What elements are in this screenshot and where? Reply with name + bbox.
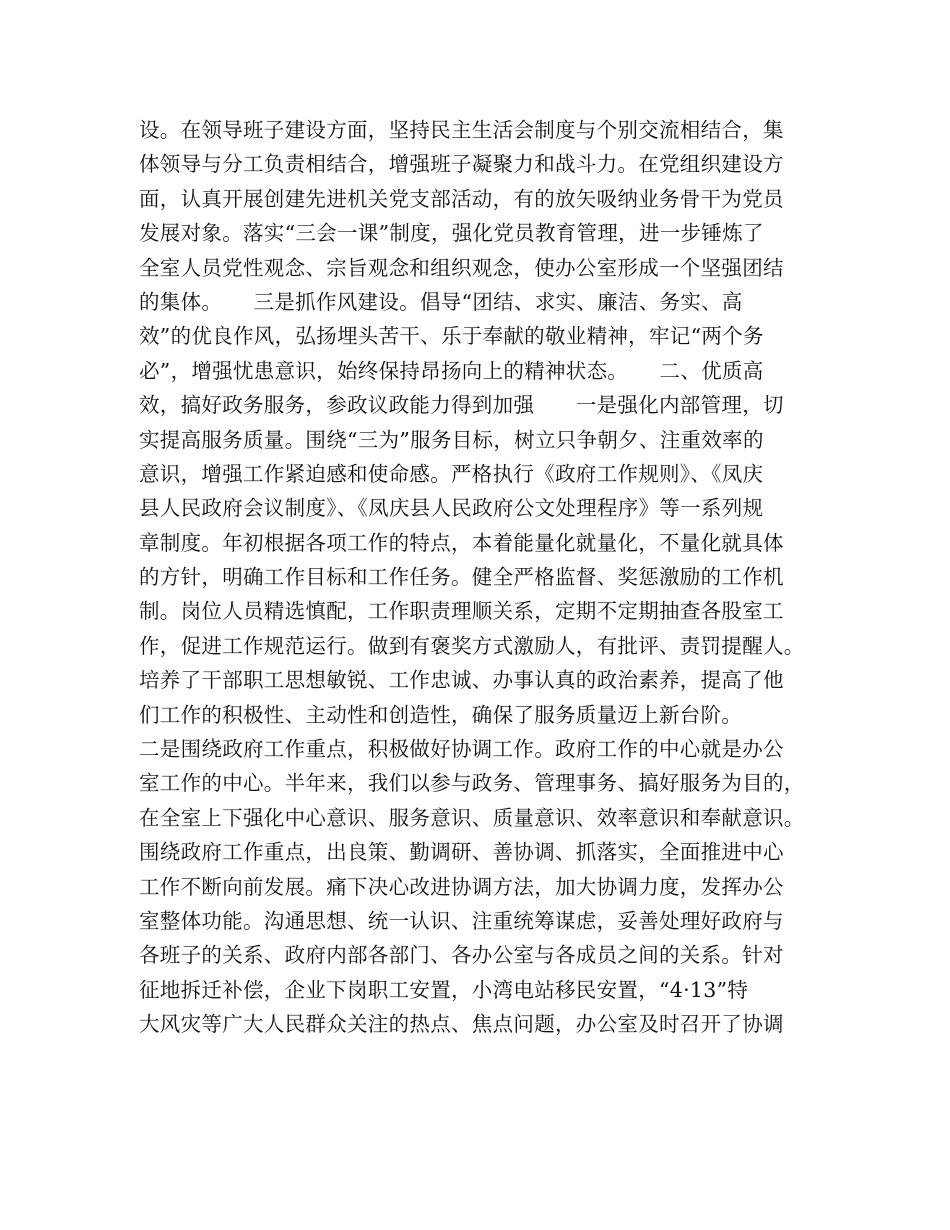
text-line: 室工作的中心。半年来，我们以参与政务、管理事务、搞好服务为目的， bbox=[139, 771, 805, 796]
text-line: 围绕政府工作重点，出良策、勤调研、善协调、抓落实，全面推进中心 bbox=[139, 840, 784, 865]
text-line: 效，搞好政务服务，参政议政能力得到加强 一是强化内部管理，切 bbox=[139, 393, 784, 418]
text-line: 的方针，明确工作目标和工作任务。健全严格监督、奖惩激励的工作机 bbox=[139, 565, 784, 590]
text-line: 的集体。 三是抓作风建设。倡导“团结、求实、廉洁、务实、高 bbox=[139, 289, 743, 314]
text-line: 面，认真开展创建先进机关党支部活动，有的放矢吸纳业务骨干为党员 bbox=[139, 186, 784, 211]
text-line: 体领导与分工负责相结合，增强班子凝聚力和战斗力。在党组织建设方 bbox=[139, 152, 784, 177]
text-line: 发展对象。落实“三会一课”制度，强化党员教育管理，进一步锤炼了 bbox=[139, 221, 764, 246]
text-line: 室整体功能。沟通思想、统一认识、注重统筹谋虑，妥善处理好政府与 bbox=[139, 908, 784, 933]
body-text bbox=[139, 113, 829, 1042]
text-line: 设。在领导班子建设方面，坚持民主生活会制度与个别交流相结合，集 bbox=[139, 118, 784, 142]
text-line: 各班子的关系、政府内部各部门、各办公室与各成员之间的关系。针对 bbox=[139, 943, 784, 968]
text-line: 全室人员党性观念、宗旨观念和组织观念，使办公室形成一个坚强团结 bbox=[139, 255, 784, 280]
text-line: 们工作的积极性、主动性和创造性，确保了服务质量迈上新台阶。 bbox=[139, 702, 743, 727]
text-line: 章制度。年初根据各项工作的特点，本着能量化就量化，不量化就具体 bbox=[139, 530, 784, 555]
text-line: 工作不断向前发展。痛下决心改进协调方法，加大协调力度，发挥办公 bbox=[139, 874, 784, 899]
text-line: 制。岗位人员精选慎配，工作职责理顺关系，定期不定期抽查各股室工 bbox=[139, 599, 784, 624]
text-line: 二是围绕政府工作重点，积极做好协调工作。政府工作的中心就是办公 bbox=[139, 737, 784, 762]
text-line: 作，促进工作规范运行。做到有褒奖方式激励人，有批评、责罚提醒人。 bbox=[139, 633, 805, 658]
text-line: 县人民政府会议制度》、《凤庆县人民政府公文处理程序》等一系列规 bbox=[139, 496, 764, 521]
text-line: 意识，增强工作紧迫感和使命感。严格执行《政府工作规则》、《凤庆 bbox=[139, 461, 764, 486]
text-line: 在全室上下强化中心意识、服务意识、质量意识、效率意识和奉献意识。 bbox=[139, 805, 805, 830]
text-line: 必”，增强忧患意识，始终保持昂扬向上的精神状态。 二、优质高 bbox=[139, 358, 764, 383]
text-line: 征地拆迁补偿，企业下岗职工安置，小湾电站移民安置，“4·13”特 bbox=[139, 977, 749, 1002]
text-line: 培养了干部职工思想敏锐、工作忠诚、办事认真的政治素养，提高了他 bbox=[139, 668, 784, 693]
text-line: 实提高服务质量。围绕“三为”服务目标，树立只争朝夕、注重效率的 bbox=[139, 427, 764, 452]
text-line: 效”的优良作风，弘扬埋头苦干、乐于奉献的敬业精神，牢记“两个务 bbox=[139, 324, 764, 349]
text-line: 大风灾等广大人民群众关注的热点、焦点问题，办公室及时召开了协调 bbox=[139, 1012, 784, 1037]
